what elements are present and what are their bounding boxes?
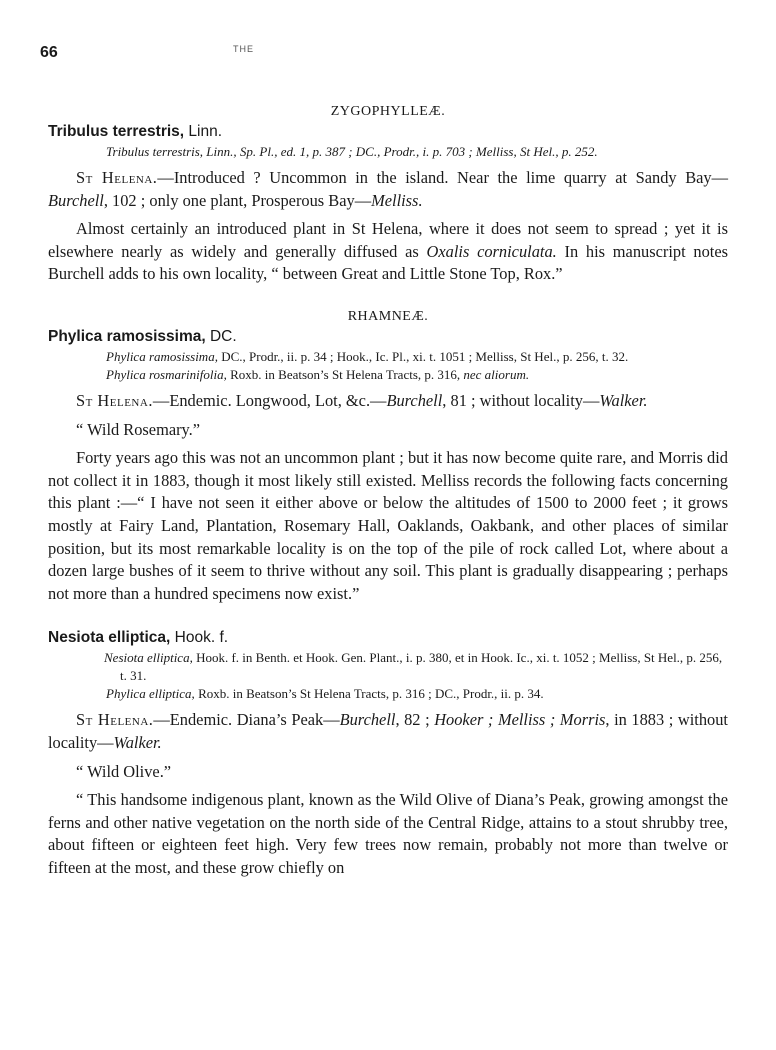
synonym-line [48,649,728,685]
synonym-line [48,685,728,703]
collector-name: Walker. [113,732,162,752]
species-name: Nesiota elliptica, [48,629,171,647]
page-number: 66 [40,44,58,61]
synonym-text: Roxb. in Beatson’s St Helena Tracts, p. 316 ; DC., Prodr., ii. p. 34. [194,686,544,702]
synonym-text: Hook. f. in Benth. et Hook. Gen. Plant., i. p. 380, et in Hook. Ic., xi. t. 1052 ; Melliss, St Hel., p. 256, t. 31. [120,650,723,684]
synonym-text: DC., Prodr., ii. p. 34 ; Hook., Ic. Pl., xi. t. 1051 ; Melliss, St Hel., p. 256, t. 32. [217,348,629,364]
locality-label: St Helena. [76,168,158,187]
locality-paragraph-tribulus [48,167,728,212]
page-body [48,103,728,879]
collector-name: Hooker ; Melliss ; Morris [434,710,606,730]
locality-text: , 82 ; [395,710,435,730]
locality-text: —Introduced ? Uncommon in the island. Near the lime quarry at Sandy Bay— [157,168,728,187]
paragraph-text: In his manuscript notes Burchell adds to his own locality, “ between Great and Little Stone Top, Rox.” [48,241,728,284]
species-author: Hook. f. [174,629,229,647]
species-name: Phylica ramosissima, [48,327,206,345]
locality-text: , in 1883 ; without locality— [48,710,728,752]
collector-name: Burchell [339,710,396,730]
collector-name: Walker. [599,390,648,410]
collector-name: Burchell [386,390,443,410]
locality-text: —Endemic. Diana’s Peak— [153,710,340,730]
locality-label: St Helena. [76,710,154,730]
collector-name: Burchell [48,190,104,210]
paragraph-text: Almost certainly an introduced plant in St Helena, where it does not seem to spread ; yet it is elsewhere nearly as widely and generally diffused as [48,219,728,261]
locality-text: , 102 ; only one plant, Prosperous Bay— [103,190,372,210]
species-name: Tribulus terrestris, [48,123,185,140]
locality-paragraph-phylica [48,390,728,413]
synonym-line [48,348,728,366]
synonym-name: Phylica rosmarinifolia, [106,366,227,382]
species-author: DC. [209,327,237,345]
synonym-name: Phylica ramosissima, [106,348,218,364]
family-heading-zygophylleae: ZYGOPHYLLEÆ. [330,104,446,119]
vernacular-name: “ Wild Rosemary.” [76,419,201,439]
synonym-text: Roxb. in Beatson’s St Helena Tracts, p. 316, [226,366,464,382]
vernacular-name: “ Wild Olive.” [76,761,172,781]
synonym-line [48,366,728,384]
locality-paragraph-nesiota [48,709,728,754]
locality-text: , 81 ; without locality— [442,390,600,410]
synonym-line [48,143,728,161]
synonym-name: Phylica elliptica, [106,686,195,702]
body-paragraph-tribulus [48,218,728,286]
species-heading-nesiota [48,627,728,649]
locality-text: —Endemic. Longwood, Lot, &c.— [152,390,387,410]
species-heading-tribulus [48,121,728,143]
synonym-name: Nesiota elliptica, [104,650,193,666]
synonym-note: nec aliorum. [463,366,530,382]
species-reference: Oxalis corniculata. [426,241,557,261]
body-paragraph-nesiota: “ This handsome indigenous plant, known as the Wild Olive of Diana’s Peak, growing amongst the ferns and other native vegetation on the north side of the Central Ridge, attains to a stout shrubby tree, about fifteen or eighteen feet high. Very few trees now remain, probably not more than twelve or fifteen at the most, and these grow chiefly on [48,790,728,877]
family-heading-rhamneae: RHAMNEÆ. [347,308,429,324]
locality-label: St Helena. [76,390,153,410]
collector-name: Melliss. [371,190,423,210]
body-paragraph-phylica: Forty years ago this was not an uncommon plant ; but it has now become quite rare, and Morris did not collect it in 1883, though it most likely still existed. Melliss records the following facts concerning this plant :—“ I have not seen it either above or below the altitudes of 1500 to 2000 feet ; it grows mostly at Fairy Land, Plantation, Rosemary Hall, Oaklands, Oakbank, and other places of similar position, but its most remarkable locality is on the top of the pile of rock called Lot, where about a dozen large bushes of it seem to thrive without any soil. This plant is gradually disappearing ; perhaps not more than a hundred specimens now exist.” [48,448,728,603]
synonym-text: Tribulus terrestris, Linn., Sp. Pl., ed. 1, p. 387 ; DC., Prodr., i. p. 703 ; Melliss, St Hel., p. 252. [106,144,598,159]
species-heading-phylica [48,326,728,348]
running-head: THE [233,44,254,54]
species-author: Linn. [188,123,223,140]
